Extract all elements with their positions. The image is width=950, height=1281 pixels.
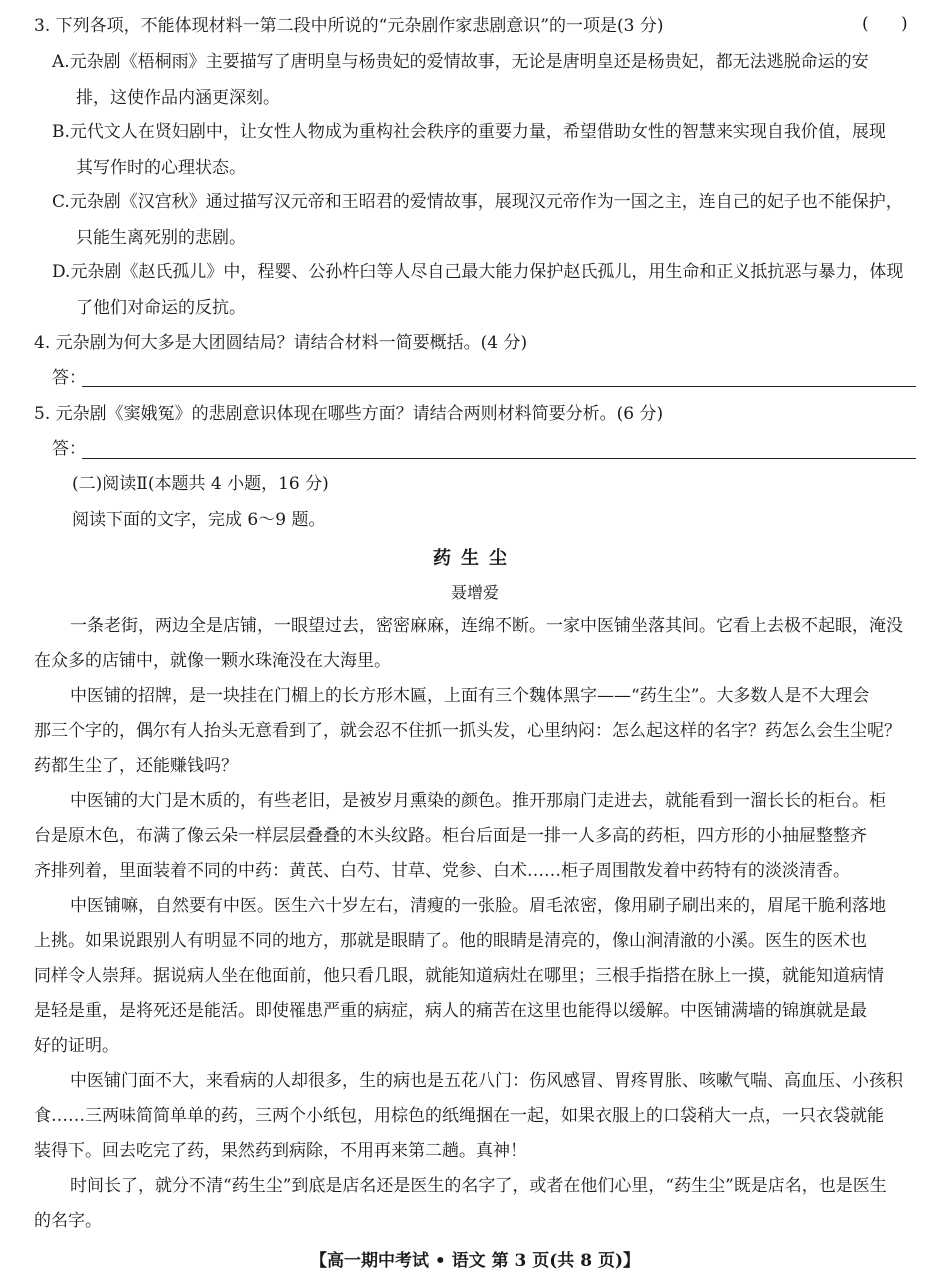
essay-p4-line5: 好的证明。 — [34, 1036, 119, 1056]
essay-p5-line3: 装得下。回去吃完了药，果然药到病除，不用再来第二趟。真神！ — [34, 1141, 527, 1161]
essay-p2-line3: 药都生尘了，还能赚钱吗？ — [34, 756, 238, 776]
essay-p6-line1: 时间长了，就分不清“药生尘”到底是店名还是医生的名字了，或者在他们心里，“药生尘”既是店名，也是医生 — [70, 1176, 887, 1196]
essay-p2-line1: 中医铺的招牌，是一块挂在门楣上的长方形木匾，上面有三个魏体黑字——“药生尘”。大多数人是不大理会 — [70, 686, 870, 706]
essay-p4-line1: 中医铺嘛，自然要有中医。医生六十岁左右，清瘦的一张脸。眉毛浓密，像用刷子刷出来的，眉尾干脆利落地 — [70, 896, 886, 916]
q3-option-c — [52, 190, 903, 214]
section-heading: (二)阅读Ⅱ(本题共 4 小题，16 分) — [72, 474, 329, 494]
essay-p4-line3: 同样令人崇拜。据说病人坐在他面前，他只看几眼，就能知道病灶在哪里；三根手指搭在脉上一摸，就能知道病情 — [34, 966, 884, 986]
essay-p5-line1: 中医铺门面不大，来看病的人却很多，生的病也是五花八门：伤风感冒、胃疼胃胀、咳嗽气喘、高血压、小孩积 — [70, 1071, 903, 1091]
q3-option-d-cont: 了他们对命运的反抗。 — [76, 298, 246, 318]
q3-option-a — [52, 50, 869, 74]
section-instruction: 阅读下面的文字，完成 6～9 题。 — [72, 510, 326, 530]
q4-stem: 4. 元杂剧为何大多是大团圆结局？请结合材料一简要概括。(4 分) — [34, 333, 528, 353]
q4-answer-line[interactable] — [82, 386, 916, 387]
q3-option-b-cont: 其写作时的心理状态。 — [76, 158, 246, 178]
q3-stem: 3. 下列各项，不能体现材料一第二段中所说的“元杂剧作家悲剧意识”的一项是(3 分) — [34, 16, 664, 36]
essay-p3-line1: 中医铺的大门是木质的，有些老旧，是被岁月熏染的颜色。推开那扇门走进去，就能看到一溜长长的柜台。柜 — [70, 791, 886, 811]
essay-p4-line2: 上挑。如果说跟别人有明显不同的地方，那就是眼睛了。他的眼睛是清亮的，像山涧清澈的小溪。医生的医术也 — [34, 931, 867, 951]
option-text: 元代文人在贤妇剧中，让女性人物成为重构社会秩序的重要力量，希望借助女性的智慧来实现自我价值，展现 — [69, 122, 886, 142]
q3-option-a-cont: 排，这使作品内涵更深刻。 — [76, 88, 280, 108]
footer-exam-name: 【高一期中考试 • 语文 — [309, 1251, 486, 1271]
essay-p6-line2: 的名字。 — [34, 1211, 102, 1231]
essay-p1-line1: 一条老街，两边全是店铺，一眼望过去，密密麻麻，连绵不断。一家中医铺坐落其间。它看上去极不起眼，淹没 — [70, 616, 903, 636]
essay-p3-line3: 齐排列着，里面装着不同的中药：黄芪、白芍、甘草、党参、白术……柜子周围散发着中药特有的淡淡清香。 — [34, 861, 850, 881]
option-label: A. — [52, 52, 70, 72]
essay-p1-line2: 在众多的店铺中，就像一颗水珠淹没在大海里。 — [34, 651, 391, 671]
q4-answer-label: 答： — [52, 368, 86, 388]
essay-p5-line2: 食……三两味简简单单的药，三两个小纸包，用棕色的纸绳捆在一起，如果衣服上的口袋稍大一点，一只衣袋就能 — [34, 1106, 884, 1126]
q3-option-b — [52, 120, 886, 144]
option-label: D. — [52, 262, 71, 282]
q5-stem: 5. 元杂剧《窦娥冤》的悲剧意识体现在哪些方面？请结合两则材料简要分析。(6 分) — [34, 404, 664, 424]
essay-p4-line4: 是轻是重，是将死还是能活。即使罹患严重的病症，病人的痛苦在这里也能得以缓解。中医铺满墙的锦旗就是最 — [34, 1001, 867, 1021]
option-label: B. — [52, 122, 70, 142]
option-label: C. — [52, 192, 70, 212]
essay-p3-line2: 台是原木色，布满了像云朵一样层层叠叠的木头纹路。柜台后面是一排一人多高的药柜，四方形的小抽屉整整齐 — [34, 826, 867, 846]
q3-option-c-cont: 只能生离死别的悲剧。 — [76, 228, 246, 248]
essay-author: 聂增爱 — [450, 583, 499, 602]
page-footer — [0, 1246, 950, 1271]
option-text: 元杂剧《赵氏孤儿》中，程婴、公孙杵臼等人尽自己最大能力保护赵氏孤儿，用生命和正义抵抗恶与暴力，体现 — [70, 262, 904, 282]
q3-option-d — [52, 260, 903, 284]
essay-title: 药生尘 — [433, 548, 517, 569]
footer-page-number: 第 3 页(共 8 页)】 — [491, 1251, 641, 1271]
essay-p2-line2: 那三个字的，偶尔有人抬头无意看到了，就会忍不住抓一抓头发，心里纳闷：怎么起这样的名字？药怎么会生尘呢？ — [34, 721, 901, 741]
option-text: 元杂剧《汉宫秋》通过描写汉元帝和王昭君的爱情故事，展现汉元帝作为一国之主，连自己的妃子也不能保护， — [69, 192, 903, 212]
q3-answer-bracket: ( ) — [862, 14, 908, 34]
q5-answer-line[interactable] — [82, 458, 916, 459]
option-text: 元杂剧《梧桐雨》主要描写了唐明皇与杨贵妃的爱情故事，无论是唐明皇还是杨贵妃，都无法逃脱命运的安 — [69, 52, 869, 72]
q5-answer-label: 答： — [52, 439, 86, 459]
